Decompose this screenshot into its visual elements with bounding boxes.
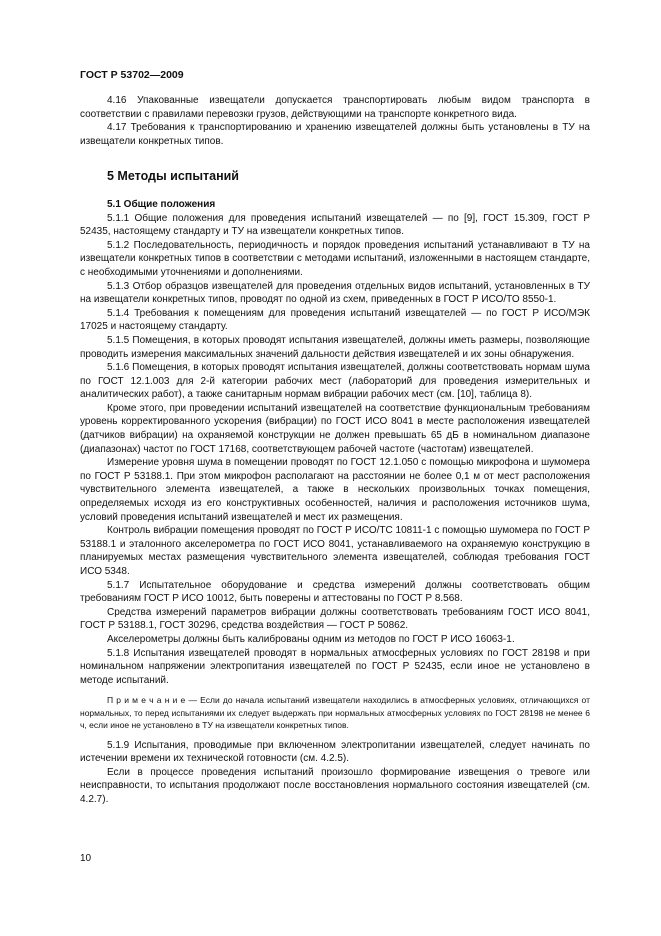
paragraph-vibration-control: Контроль вибрации помещения проводят по ГОСТ Р ИСО/ТС 10811-1 с помощью шумомера по ГОСТ Р 53188.1 и эталонного акселерометра по ГОСТ ИСО 8041, устанавливаемого на охраняемую конструкцию в планируемых местах размещения чувствительного элемента извещателей, соблюдая требования ГОСТ ИСО 5348. (80, 525, 590, 577)
paragraph-5-1-6: 5.1.6 Помещения, в которых проводят испытания извещателей, должны соответствовать нормам шума по ГОСТ 12.1.003 для 2-й категории рабочих мест (лабораторий для проведения измерительных и аналитических работ), а также санитарным нормам вибрации рабочих мест (см. [10], таблица 8). (80, 362, 590, 401)
paragraph-5-1-2: 5.1.2 Последовательность, периодичность и порядок проведения испытаний устанавливают в ТУ на извещатели конкретных типов в соответствии с методами испытаний, изложенными в настоящем стандарте, с необходимыми уточнениями и дополнениями. (80, 239, 590, 278)
paragraph-5-1-8: 5.1.8 Испытания извещателей проводят в нормальных атмосферных условиях по ГОСТ 28198 и при номинальном напряжении электропитания извещателей по ГОСТ Р 52435, если иное не установлено в методе испытаний. (80, 647, 590, 686)
note-label: П р и м е ч а н и е (107, 695, 186, 706)
page-content (80, 94, 590, 807)
note-text: — Если до начала испытаний извещатели находились в атмосферных условиях, отличающихся от нормальных, то перед испытаниями их следует выдержать при нормальных атмосферных условиях по ГОСТ 28198 не менее 6 ч, если иное не установлено в ТУ на извещатели конкретных типов. (80, 695, 590, 731)
paragraph-5-1-9: 5.1.9 Испытания, проводимые при включенном электропитании извещателей, следует начинать по истечении времени их технической готовности (см. 4.2.5). (80, 739, 590, 765)
note (80, 694, 590, 731)
paragraph-5-1-4: 5.1.4 Требования к помещениям для проведения испытаний извещателей — по ГОСТ Р ИСО/МЭК 17025 и настоящему стандарту. (80, 307, 590, 333)
section-title: 5 Методы испытаний (107, 169, 239, 184)
document-header: ГОСТ Р 53702—2009 (80, 69, 184, 81)
paragraph-vibration-limit: Кроме этого, при проведении испытаний извещателей на соответствие функциональным требованиям уровень корректированного ускорения (вибрации) по ГОСТ ИСО 8041 в месте расположения извещателей (датчиков вибрации) на охраняемой конструкции не должен превышать 65 дБ в номинальном диапазоне (диапазонах) частот по ГОСТ 17168, соответствующем рабочей частоте (частотам) извещателей. (80, 402, 590, 455)
paragraph-5-1-5: 5.1.5 Помещения, в которых проводят испытания извещателей, должны иметь размеры, позволяющие проводить измерения максимальных значений дальности действия извещателей и их зоны обнаружения. (80, 334, 590, 360)
paragraph-5-1-3: 5.1.3 Отбор образцов извещателей для проведения отдельных видов испытаний, установленных в ТУ на извещатели конкретных типов, проводят по одной из схем, приведенных в ГОСТ Р ИСО/ТО 8550-1. (80, 280, 590, 306)
paragraph-4-17: 4.17 Требования к транспортированию и хранению извещателей должны быть установлены в ТУ на извещатели конкретных типов. (80, 122, 590, 147)
paragraph-alarm-recovery: Если в процессе проведения испытаний произошло формирование извещения о тревоге или неисправности, то испытания продолжают после восстановления нормального состояния извещателей (см. 4.2.7). (80, 766, 590, 805)
paragraph-vibration-instruments: Средства измерений параметров вибрации должны соответствовать требованиям ГОСТ ИСО 8041, ГОСТ Р 53188.1, ГОСТ 30296, средства воздействия — ГОСТ Р 50862. (80, 606, 590, 632)
paragraph-noise-measurement: Измерение уровня шума в помещении проводят по ГОСТ 12.1.050 с помощью микрофона и шумомера по ГОСТ Р 53188.1. При этом микрофон располагают на расстоянии не более 0,1 м от мест расположения чувствительного элемента извещателей, а также в нескольких произвольных точках помещения, определяемых исходя из его конструктивных особенностей, наличия и расположения источников шума, условий проведения испытаний извещателей и мест их размещения. (80, 457, 590, 523)
paragraph-5-1-1: 5.1.1 Общие положения для проведения испытаний извещателей — по [9], ГОСТ 15.309, ГОСТ Р 52435, настоящему стандарту и ТУ на извещатели конкретных типов. (80, 212, 590, 238)
paragraph-4-16: 4.16 Упакованные извещатели допускается транспортировать любым видом транспорта в соответствии с правилами перевозки грузов, действующими на транспорте конкретного вида. (80, 95, 590, 120)
paragraph-5-1-7: 5.1.7 Испытательное оборудование и средства измерений должны соответствовать общим требованиям ГОСТ Р ИСО 10012, быть поверены и аттестованы по ГОСТ Р 8.568. (80, 579, 590, 605)
paragraph-accelerometers: Акселерометры должны быть калиброваны одним из методов по ГОСТ Р ИСО 16063-1. (107, 633, 515, 645)
subsection-title: 5.1 Общие положения (107, 198, 216, 210)
page-number: 10 (80, 853, 92, 864)
